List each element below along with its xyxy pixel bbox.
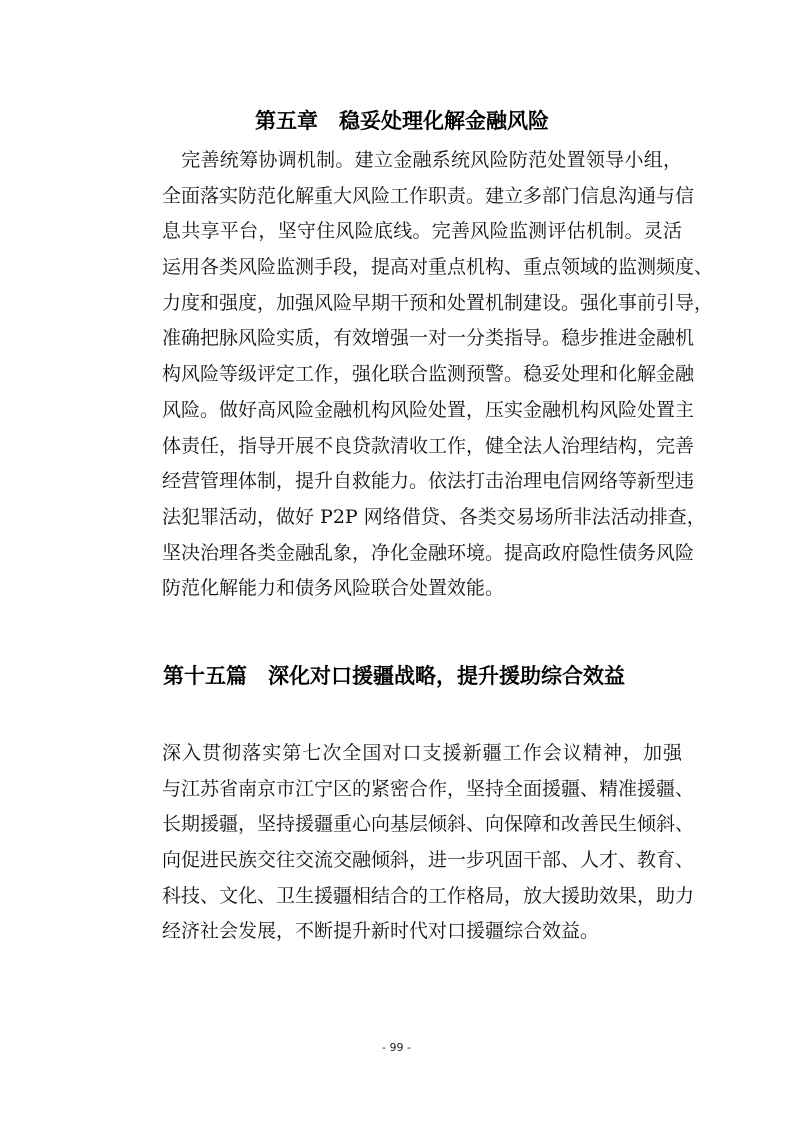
- page-number: - 99 -: [382, 1041, 411, 1054]
- paragraph-line: 力度和强度，加强风险早期干预和处置机制建设。强化事前引导，: [162, 291, 714, 314]
- paragraph-line: 长期援疆，坚持援疆重心向基层倾斜、向保障和改善民生倾斜、: [162, 813, 695, 836]
- paragraph-line: 完善统筹协调机制。建立金融系统风险防范处置领导小组，: [162, 149, 682, 171]
- paragraph-line: 深入贯彻落实第七次全国对口支援新疆工作会议精神，加强: [162, 742, 682, 764]
- paragraph-line: 经营管理体制，提升自救能力。依法打击治理电信网络等新型违: [162, 470, 695, 493]
- paragraph-line: 构风险等级评定工作，强化联合监测预警。稳妥处理和化解金融: [162, 363, 695, 386]
- paragraph-line: 全面落实防范化解重大风险工作职责。建立多部门信息沟通与信: [162, 184, 695, 207]
- paragraph-line: 法犯罪活动，做好 P2P 网络借贷、各类交易场所非法活动排查，: [162, 505, 706, 528]
- paragraph-line: 风险。做好高风险金融机构风险处置，压实金融机构风险处置主: [162, 398, 695, 421]
- part-body-paragraph: [162, 736, 695, 950]
- paragraph-line: 经济社会发展，不断提升新时代对口援疆综合效益。: [162, 920, 600, 943]
- chapter-heading: 第五章 稳妥处理化解金融风险: [255, 109, 549, 133]
- chapter-body-paragraph: [162, 143, 714, 607]
- paragraph-line: 体责任，指导开展不良贷款清收工作，健全法人治理结构，完善: [162, 434, 695, 457]
- paragraph-line: 运用各类风险监测手段，提高对重点机构、重点领域的监测频度、: [162, 256, 714, 279]
- paragraph-line: 准确把脉风险实质，有效增强一对一分类指导。稳步推进金融机: [162, 327, 695, 350]
- part-heading: 第十五篇 深化对口援疆战略，提升援助综合效益: [163, 664, 625, 688]
- paragraph-line: 防范化解能力和债务风险联合处置效能。: [162, 577, 505, 600]
- paragraph-line: 与江苏省南京市江宁区的紧密合作，坚持全面援疆、精准援疆、: [162, 777, 695, 800]
- paragraph-line: 科技、文化、卫生援疆相结合的工作格局，放大援助效果，助力: [162, 884, 695, 907]
- paragraph-line: 向促进民族交往交流交融倾斜，进一步巩固干部、人才、教育、: [162, 849, 695, 872]
- paragraph-line: 坚决治理各类金融乱象，净化金融环境。提高政府隐性债务风险: [162, 541, 695, 564]
- paragraph-line: 息共享平台，坚守住风险底线。完善风险监测评估机制。灵活: [162, 220, 682, 243]
